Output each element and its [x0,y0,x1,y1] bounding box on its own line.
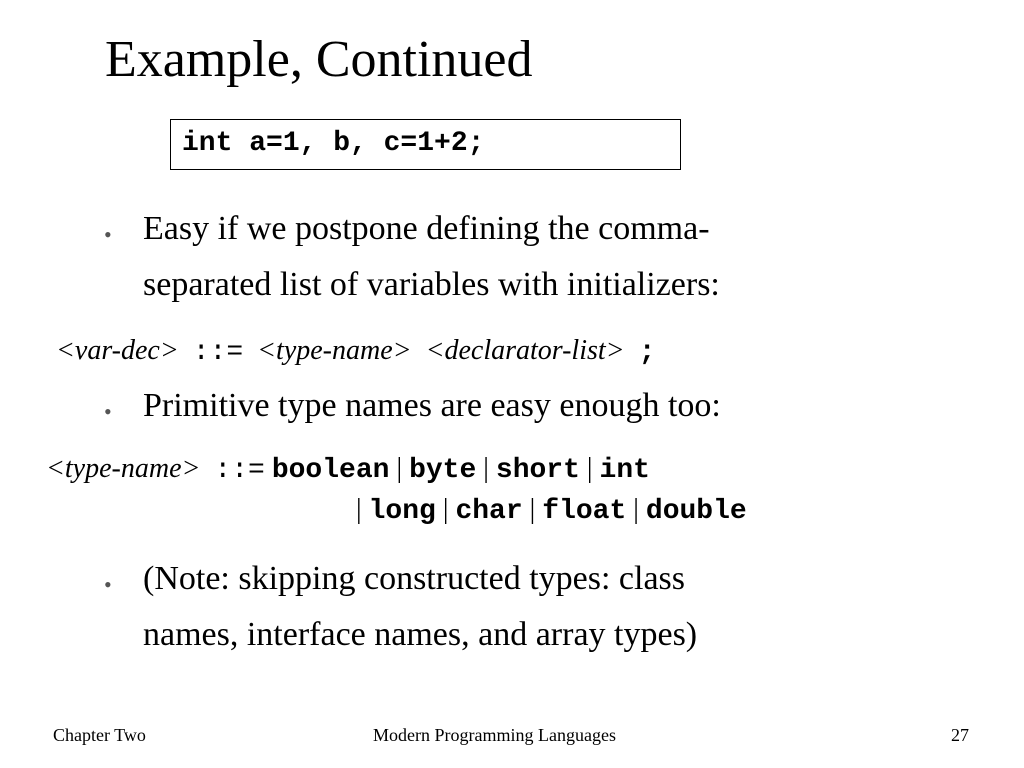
nonterminal-lhs: <var-dec> [56,335,179,366]
terminal-semicolon: ; [638,337,656,368]
alternative-separator: | [442,494,449,525]
alternative-separator: | [529,494,536,525]
keyword-int: int [599,455,650,486]
bullet-text-line: names, interface names, and array types) [143,616,698,653]
slide-title: Example, Continued [105,31,533,88]
nonterminal-lhs: <type-name> [46,453,201,484]
keyword-double: double [645,496,747,527]
grammar-rule-type-name [46,455,650,485]
keyword-char: char [455,496,523,527]
alternative-separator: | [633,494,639,525]
alternative-separator: | [396,453,403,484]
footer-chapter: Chapter Two [53,725,146,745]
alternative-separator: | [586,453,593,484]
grammar-rule-var-dec [56,337,655,367]
keyword-short: short [495,455,580,486]
keyword-long: long [368,496,436,527]
nonterminal-type-name: <type-name> [257,335,412,366]
alternative-separator: | [483,453,489,484]
alternative-separator: | [356,494,362,525]
production-operator: ::= [214,455,265,486]
bullet-text-line: Primitive type names are easy enough too: [143,387,721,424]
bullet-marker: • [104,572,112,597]
production-operator: ::= [192,337,244,368]
code-snippet: int a=1, b, c=1+2; [182,128,485,159]
keyword-byte: byte [409,455,477,486]
bullet-marker: • [104,222,112,247]
bullet-text-line: (Note: skipping constructed types: class [143,560,686,597]
footer-course-title: Modern Programming Languages [373,725,616,745]
keyword-float: float [542,496,627,527]
footer-page-number: 27 [951,725,969,745]
bullet-text-line: Easy if we postpone defining the comma- [143,210,710,247]
grammar-rule-type-name-continued [356,496,747,526]
code-box [170,119,681,170]
bullet-marker: • [104,399,112,424]
nonterminal-declarator-list: <declarator-list> [425,335,625,366]
keyword-boolean: boolean [271,455,390,486]
bullet-text-line: separated list of variables with initializers: [143,266,720,303]
